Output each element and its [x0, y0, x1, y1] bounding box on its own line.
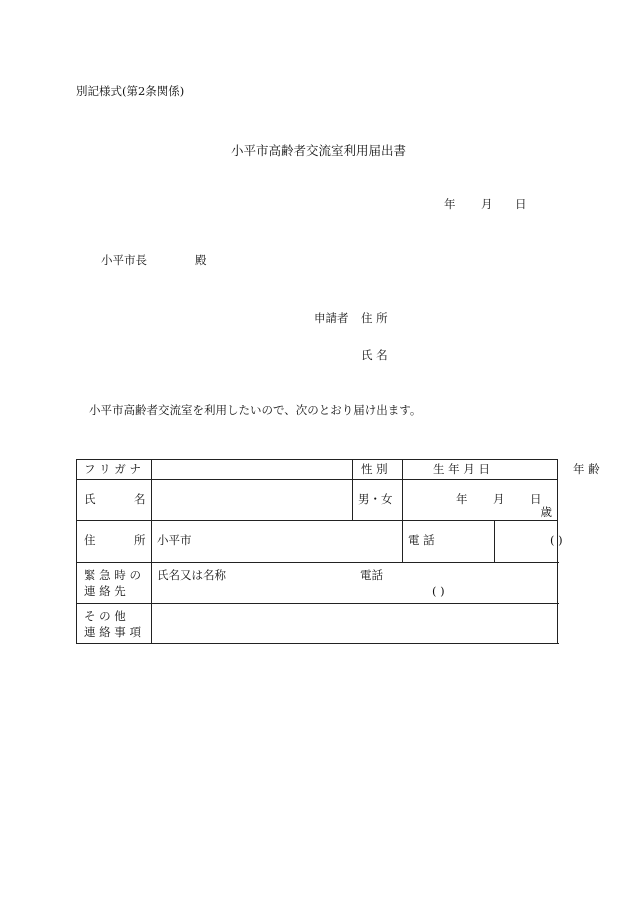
- addressee-name: 小平市長: [101, 253, 147, 267]
- address-label-second: 所: [134, 533, 146, 548]
- emergency-input-cell[interactable]: [152, 562, 558, 603]
- applicant-address-label: 住 所: [361, 311, 388, 325]
- gender-header: 性 別: [361, 462, 388, 476]
- other-label-line2: 連 絡 事 項: [84, 624, 141, 639]
- emergency-label-line2: 連 絡 先: [84, 583, 126, 598]
- statement-text: 小平市高齢者交流室を利用したいので、次のとおり届け出ます。: [89, 403, 422, 417]
- name-label-cell: [77, 480, 152, 521]
- form-title: 小平市高齢者交流室利用届出書: [231, 143, 407, 158]
- birth-day-label: 日: [530, 492, 542, 507]
- birth-date-cell[interactable]: [403, 480, 558, 521]
- emergency-label-cell: [77, 562, 152, 603]
- other-label-line1: そ の 他: [84, 608, 126, 623]
- other-label-cell: [77, 603, 152, 643]
- date-month-label: 月: [481, 197, 493, 211]
- address-input-cell[interactable]: [152, 521, 403, 562]
- emergency-phone-paren: ( ): [432, 583, 445, 598]
- birth-year-label: 年: [456, 492, 468, 507]
- gender-cell[interactable]: [353, 480, 403, 521]
- age-unit-label: 歳: [540, 505, 552, 520]
- phone-label: 電 話: [408, 533, 435, 548]
- address-label-first: 住: [84, 533, 96, 548]
- applicant-label: 申請者: [314, 311, 349, 325]
- birth-header-cell: [403, 460, 558, 480]
- date-year-label: 年: [444, 197, 456, 211]
- emergency-label-line1: 緊 急 時 の: [84, 567, 141, 582]
- furigana-input-cell[interactable]: [152, 460, 353, 480]
- phone-input-cell[interactable]: [495, 521, 563, 562]
- furigana-label: フ リ ガ ナ: [84, 462, 141, 476]
- form-number: 別記様式(第2条関係): [76, 84, 185, 98]
- gender-header-cell: [353, 460, 403, 480]
- address-prefix: 小平市: [157, 533, 192, 548]
- applicant-name-label: 氏 名: [361, 348, 388, 362]
- birth-month-label: 月: [493, 492, 505, 507]
- name-label-second: 名: [134, 492, 146, 507]
- other-notes-input-cell[interactable]: [152, 603, 558, 643]
- application-form-table: [76, 459, 600, 644]
- emergency-phone-label: 電話: [360, 567, 383, 582]
- date-day-label: 日: [515, 197, 527, 211]
- address-label-cell: [77, 521, 152, 562]
- birth-header: 生 年 月 日: [433, 462, 490, 476]
- phone-area-paren: ( ): [550, 533, 563, 548]
- age-header: 年 齢: [573, 462, 600, 476]
- name-label-first: 氏: [84, 492, 96, 507]
- emergency-name-label: 氏名又は名称: [157, 567, 226, 582]
- name-input-cell[interactable]: [152, 480, 353, 521]
- phone-label-cell: [403, 521, 495, 562]
- gender-options[interactable]: 男・女: [358, 492, 393, 507]
- furigana-label-cell: [77, 460, 152, 480]
- addressee-honorific: 殿: [195, 253, 207, 267]
